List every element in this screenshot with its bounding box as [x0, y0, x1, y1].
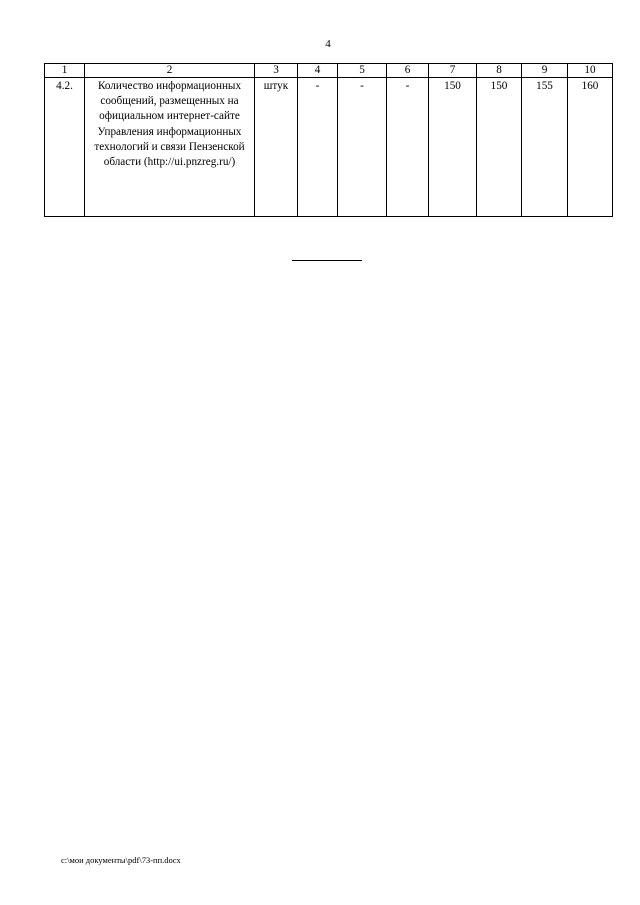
row-number-cell: 4.2.: [45, 78, 85, 217]
page-number: 4: [325, 38, 331, 50]
header-cell-9: 9: [522, 64, 568, 78]
value-cell-8: 150: [477, 78, 522, 217]
value-cell-4: -: [298, 78, 338, 217]
header-cell-8: 8: [477, 64, 522, 78]
table-row: [45, 78, 613, 217]
footer-file-path: c:\мои документы\pdf\73-пп.docx: [61, 855, 181, 865]
value-cell-5: -: [338, 78, 387, 217]
unit-cell: штук: [255, 78, 298, 217]
value-cell-6: -: [387, 78, 429, 217]
indicators-table: [44, 63, 613, 217]
indicator-description-cell: Количество информационных сообщений, размещенных на официальном интернет-сайте Управления информационных технологий и связи Пензенской области (http://ui.pnzreg.ru/): [85, 78, 255, 217]
header-cell-2: 2: [85, 64, 255, 78]
header-cell-5: 5: [338, 64, 387, 78]
header-cell-10: 10: [568, 64, 613, 78]
table-header-row: [45, 64, 613, 78]
value-cell-7: 150: [429, 78, 477, 217]
value-cell-10: 160: [568, 78, 613, 217]
header-cell-3: 3: [255, 64, 298, 78]
header-cell-7: 7: [429, 64, 477, 78]
value-cell-9: 155: [522, 78, 568, 217]
header-cell-4: 4: [298, 64, 338, 78]
header-cell-6: 6: [387, 64, 429, 78]
header-cell-1: 1: [45, 64, 85, 78]
end-of-document-rule: [292, 260, 362, 261]
